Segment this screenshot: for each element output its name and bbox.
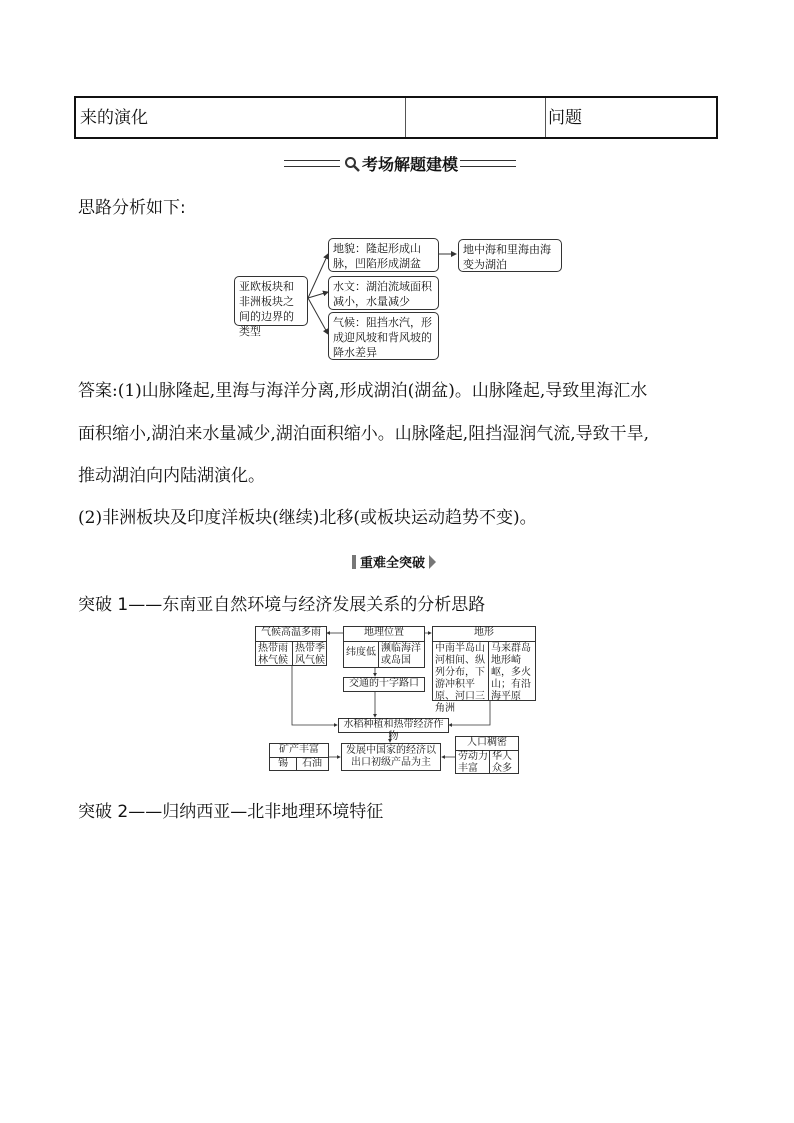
table-cell bbox=[406, 98, 546, 137]
mineral-oil: 石油 bbox=[302, 758, 322, 769]
section-title-text: 考场解题建模 bbox=[362, 155, 459, 174]
mineral-box bbox=[269, 743, 329, 771]
population-chinese: 华人众多 bbox=[492, 751, 512, 774]
table-cell: 来的演化 bbox=[76, 98, 406, 137]
bar-icon bbox=[352, 555, 356, 569]
intro-text: 思路分析如下: bbox=[78, 198, 186, 218]
table-cell: 问题 bbox=[548, 108, 582, 128]
flow-climate-box: 气候：阻挡水汽，形成迎风坡和背风坡的降水差异 bbox=[328, 312, 439, 360]
double-rule bbox=[460, 160, 516, 167]
breakthrough-2-heading: 突破 2——归纳西亚—北非地理环境特征 bbox=[78, 802, 384, 822]
flow-diagram-plate-boundary bbox=[230, 234, 570, 362]
divider bbox=[296, 757, 297, 771]
crops-box: 水稻种植和热带经济作物 bbox=[338, 718, 449, 733]
flow-result-box: 地中海和里海由海变为湖泊 bbox=[458, 239, 562, 272]
location-latitude: 纬度低 bbox=[346, 647, 376, 658]
triangle-icon bbox=[429, 555, 436, 569]
section-title-breakthrough bbox=[352, 552, 436, 571]
mineral-header: 矿产丰富 bbox=[270, 744, 328, 758]
economy-box: 发展中国家的经济以出口初级产品为主 bbox=[341, 743, 441, 771]
flow-root-box: 亚欧板块和非洲板块之间的边界的类型 bbox=[234, 276, 308, 326]
divider bbox=[292, 642, 293, 666]
terrain-malay: 马来群岛地形崎岖，多火山；有沿海平原 bbox=[491, 643, 531, 702]
answer-line-1: 答案:(1)山脉隆起,里海与海洋分离,形成湖泊(湖盆)。山脉隆起,导致里海汇水 bbox=[78, 381, 648, 401]
climate-box bbox=[255, 626, 327, 666]
population-header: 人口稠密 bbox=[456, 737, 518, 751]
top-table bbox=[74, 96, 718, 139]
section-title-modeling bbox=[284, 152, 516, 175]
population-labor: 劳动力丰富 bbox=[458, 751, 488, 774]
divider bbox=[378, 642, 379, 668]
section-title-text: 重难全突破 bbox=[360, 556, 426, 571]
divider bbox=[489, 750, 490, 774]
mineral-tin: 锡 bbox=[278, 758, 288, 769]
climate-header: 气候高温多雨 bbox=[256, 627, 326, 642]
terrain-indochina: 中南半岛山河相间、纵列分布，下游冲积平原、河口三角洲 bbox=[435, 643, 485, 714]
flow-terrain-box: 地貌：隆起形成山脉，凹陷形成湖盆 bbox=[328, 238, 439, 272]
crossroad-box: 交通的十字路口 bbox=[343, 677, 425, 692]
divider bbox=[488, 642, 489, 701]
climate-rainforest: 热带雨林气候 bbox=[258, 643, 288, 666]
answer-line-3: 推动湖泊向内陆湖演化。 bbox=[78, 466, 265, 486]
climate-monsoon: 热带季风气候 bbox=[295, 643, 325, 666]
population-box bbox=[455, 736, 519, 774]
location-box bbox=[343, 626, 425, 668]
flow-hydrology-box: 水文：湖泊流域面积减小，水量减少 bbox=[328, 276, 439, 310]
double-rule bbox=[284, 160, 340, 167]
breakthrough-1-heading: 突破 1——东南亚自然环境与经济发展关系的分析思路 bbox=[78, 595, 486, 615]
flow-diagram-southeast-asia bbox=[255, 625, 540, 775]
terrain-header: 地形 bbox=[433, 627, 535, 642]
magnifier-icon bbox=[344, 156, 360, 172]
answer-line-2: 面积缩小,湖泊来水量减少,湖泊面积缩小。山脉隆起,阻挡湿润气流,导致干旱, bbox=[78, 424, 650, 444]
location-sea: 濒临海洋或岛国 bbox=[381, 643, 421, 666]
location-header: 地理位置 bbox=[344, 627, 424, 642]
answer-line-4: (2)非洲板块及印度洋板块(继续)北移(或板块运动趋势不变)。 bbox=[78, 508, 537, 528]
terrain-box bbox=[432, 626, 536, 714]
